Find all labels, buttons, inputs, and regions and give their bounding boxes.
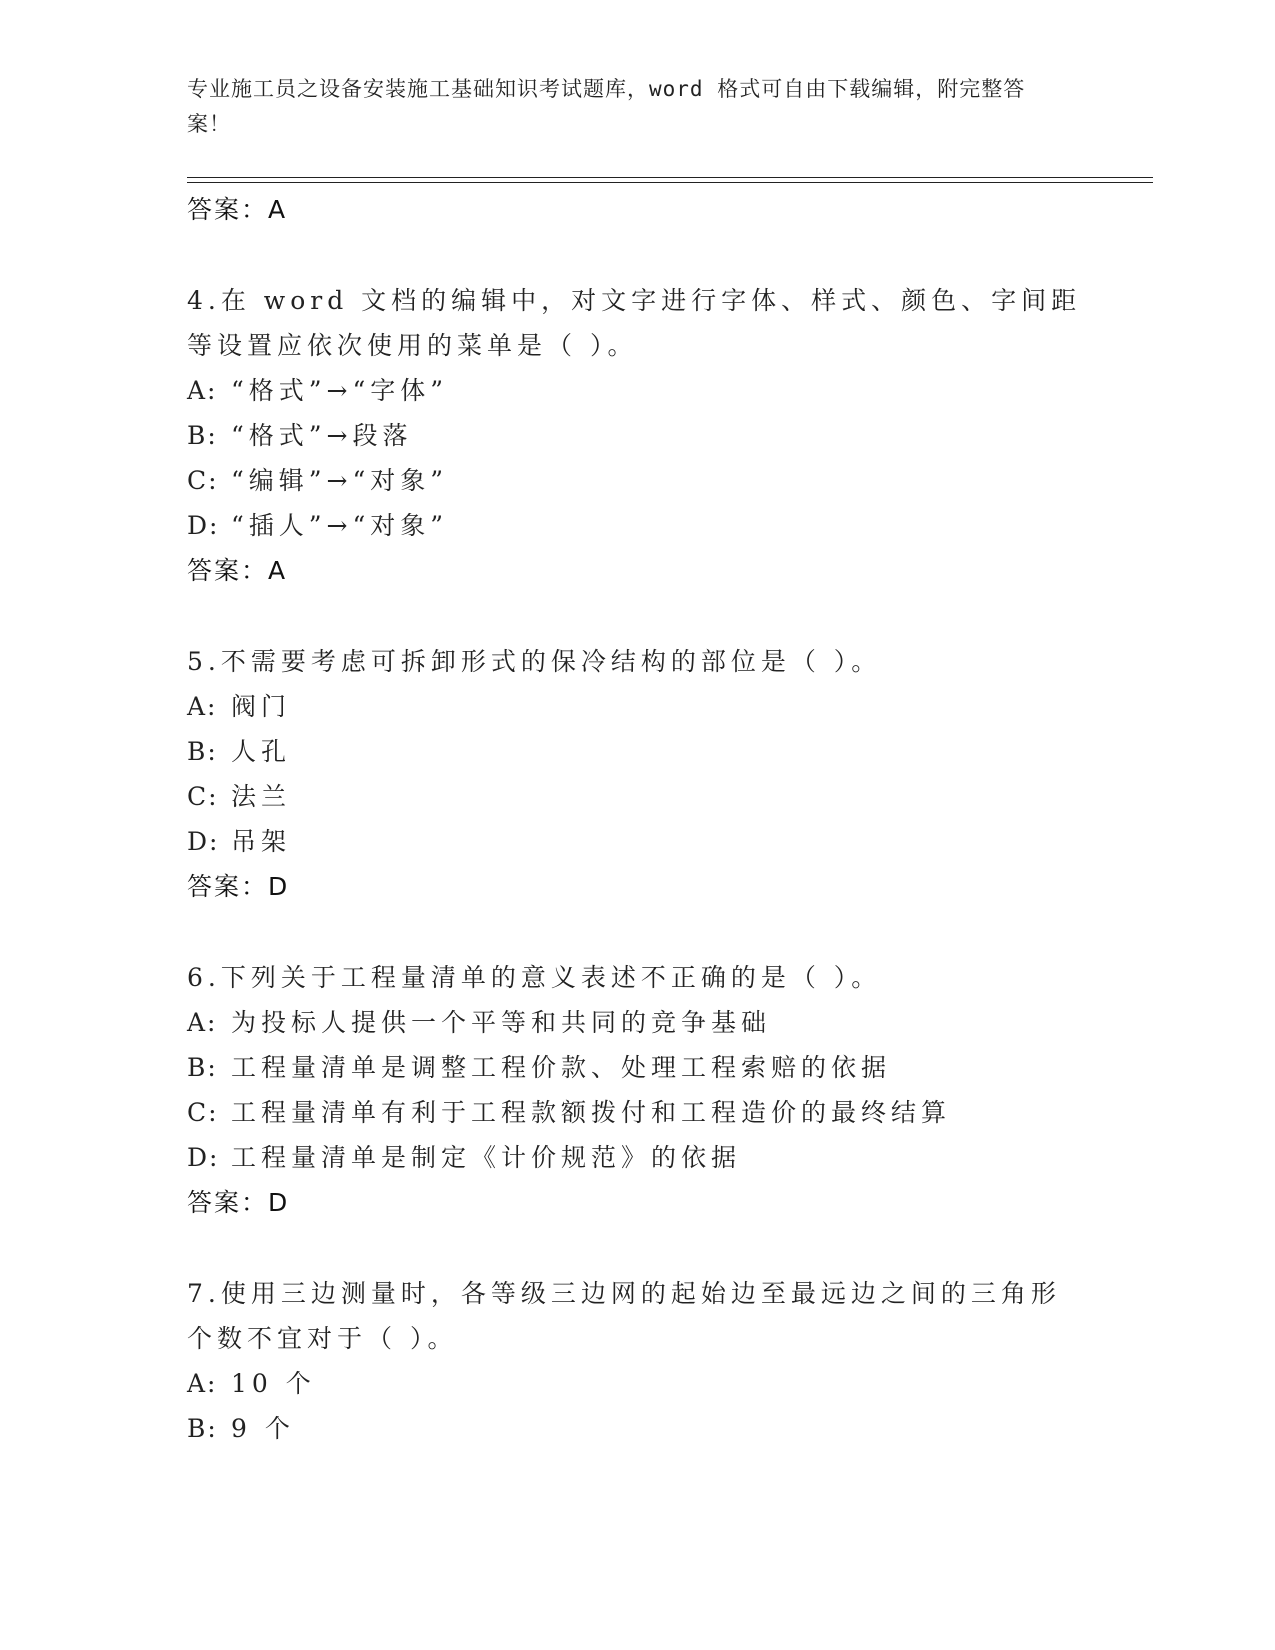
- option-text: 人孔: [231, 737, 292, 766]
- option-a: [187, 684, 1087, 729]
- option-d: [187, 819, 1087, 864]
- option-text: 10 个: [231, 1369, 316, 1398]
- option-text: 工程量清单有利于工程款额拨付和工程造价的最终结算: [231, 1098, 952, 1127]
- option-letter: B:: [187, 737, 218, 766]
- option-letter: D:: [187, 1143, 220, 1172]
- option-a: [187, 1361, 1087, 1406]
- option-text: 9 个: [231, 1414, 295, 1443]
- option-letter: B:: [187, 421, 218, 450]
- option-letter: D:: [187, 827, 220, 856]
- option-text: 为投标人提供一个平等和共同的竞争基础: [231, 1008, 772, 1037]
- option-letter: C:: [187, 466, 219, 495]
- option-letter: D:: [187, 511, 220, 540]
- option-text: 工程量清单是制定《计价规范》的依据: [231, 1143, 742, 1172]
- option-text: “编辑”→“对象”: [231, 466, 449, 495]
- option-d: [187, 1135, 1087, 1180]
- option-c: [187, 774, 1087, 819]
- answer-line: 答案：D: [187, 1188, 290, 1217]
- answer-line: 答案：D: [187, 872, 290, 901]
- option-letter: A:: [187, 376, 218, 405]
- question-text: 5.不需要考虑可拆卸形式的保冷结构的部位是（ ）。: [187, 647, 882, 676]
- spacer: [187, 909, 1087, 955]
- answer-line: 答案：A: [187, 195, 288, 224]
- question-block: [187, 955, 1087, 1225]
- option-b: [187, 413, 1087, 458]
- spacer: [187, 1225, 1087, 1271]
- spacer: [187, 232, 1087, 278]
- option-text: 工程量清单是调整工程价款、处理工程索赔的依据: [231, 1053, 892, 1082]
- question-text: 6.下列关于工程量清单的意义表述不正确的是（ ）。: [187, 963, 882, 992]
- answer-line: 答案：A: [187, 556, 288, 585]
- option-letter: A:: [187, 692, 218, 721]
- question-block: [187, 639, 1087, 909]
- question-block: [187, 278, 1087, 593]
- option-a: [187, 368, 1087, 413]
- option-letter: B:: [187, 1053, 218, 1082]
- header-divider-top: [187, 177, 1153, 178]
- option-a: [187, 1000, 1087, 1045]
- option-b: [187, 1045, 1087, 1090]
- option-b: [187, 729, 1087, 774]
- option-d: [187, 503, 1087, 548]
- option-letter: A:: [187, 1008, 218, 1037]
- header-divider-bottom: [187, 182, 1153, 183]
- option-letter: A:: [187, 1369, 218, 1398]
- option-letter: C:: [187, 782, 219, 811]
- question-block: [187, 1271, 1087, 1451]
- option-b: [187, 1406, 1087, 1451]
- option-text: “插人”→“对象”: [231, 511, 449, 540]
- option-text: 吊架: [231, 827, 292, 856]
- option-letter: B:: [187, 1414, 218, 1443]
- option-text: “格式”→段落: [231, 421, 413, 450]
- option-text: 阀门: [231, 692, 292, 721]
- question-text: 7.使用三边测量时，各等级三边网的起始边至最远边之间的三角形个数不宜对于（ ）。: [187, 1279, 1061, 1353]
- option-c: [187, 458, 1087, 503]
- option-letter: C:: [187, 1098, 219, 1127]
- document-header: 专业施工员之设备安装施工基础知识考试题库，word 格式可自由下载编辑，附完整答案！: [187, 77, 1026, 136]
- option-text: 法兰: [231, 782, 292, 811]
- question-list: [187, 187, 1087, 1451]
- question-text: 4.在 word 文档的编辑中，对文字进行字体、样式、颜色、字间距等设置应依次使用的菜单是（ ）。: [187, 286, 1082, 360]
- option-text: “格式”→“字体”: [231, 376, 449, 405]
- option-c: [187, 1090, 1087, 1135]
- spacer: [187, 593, 1087, 639]
